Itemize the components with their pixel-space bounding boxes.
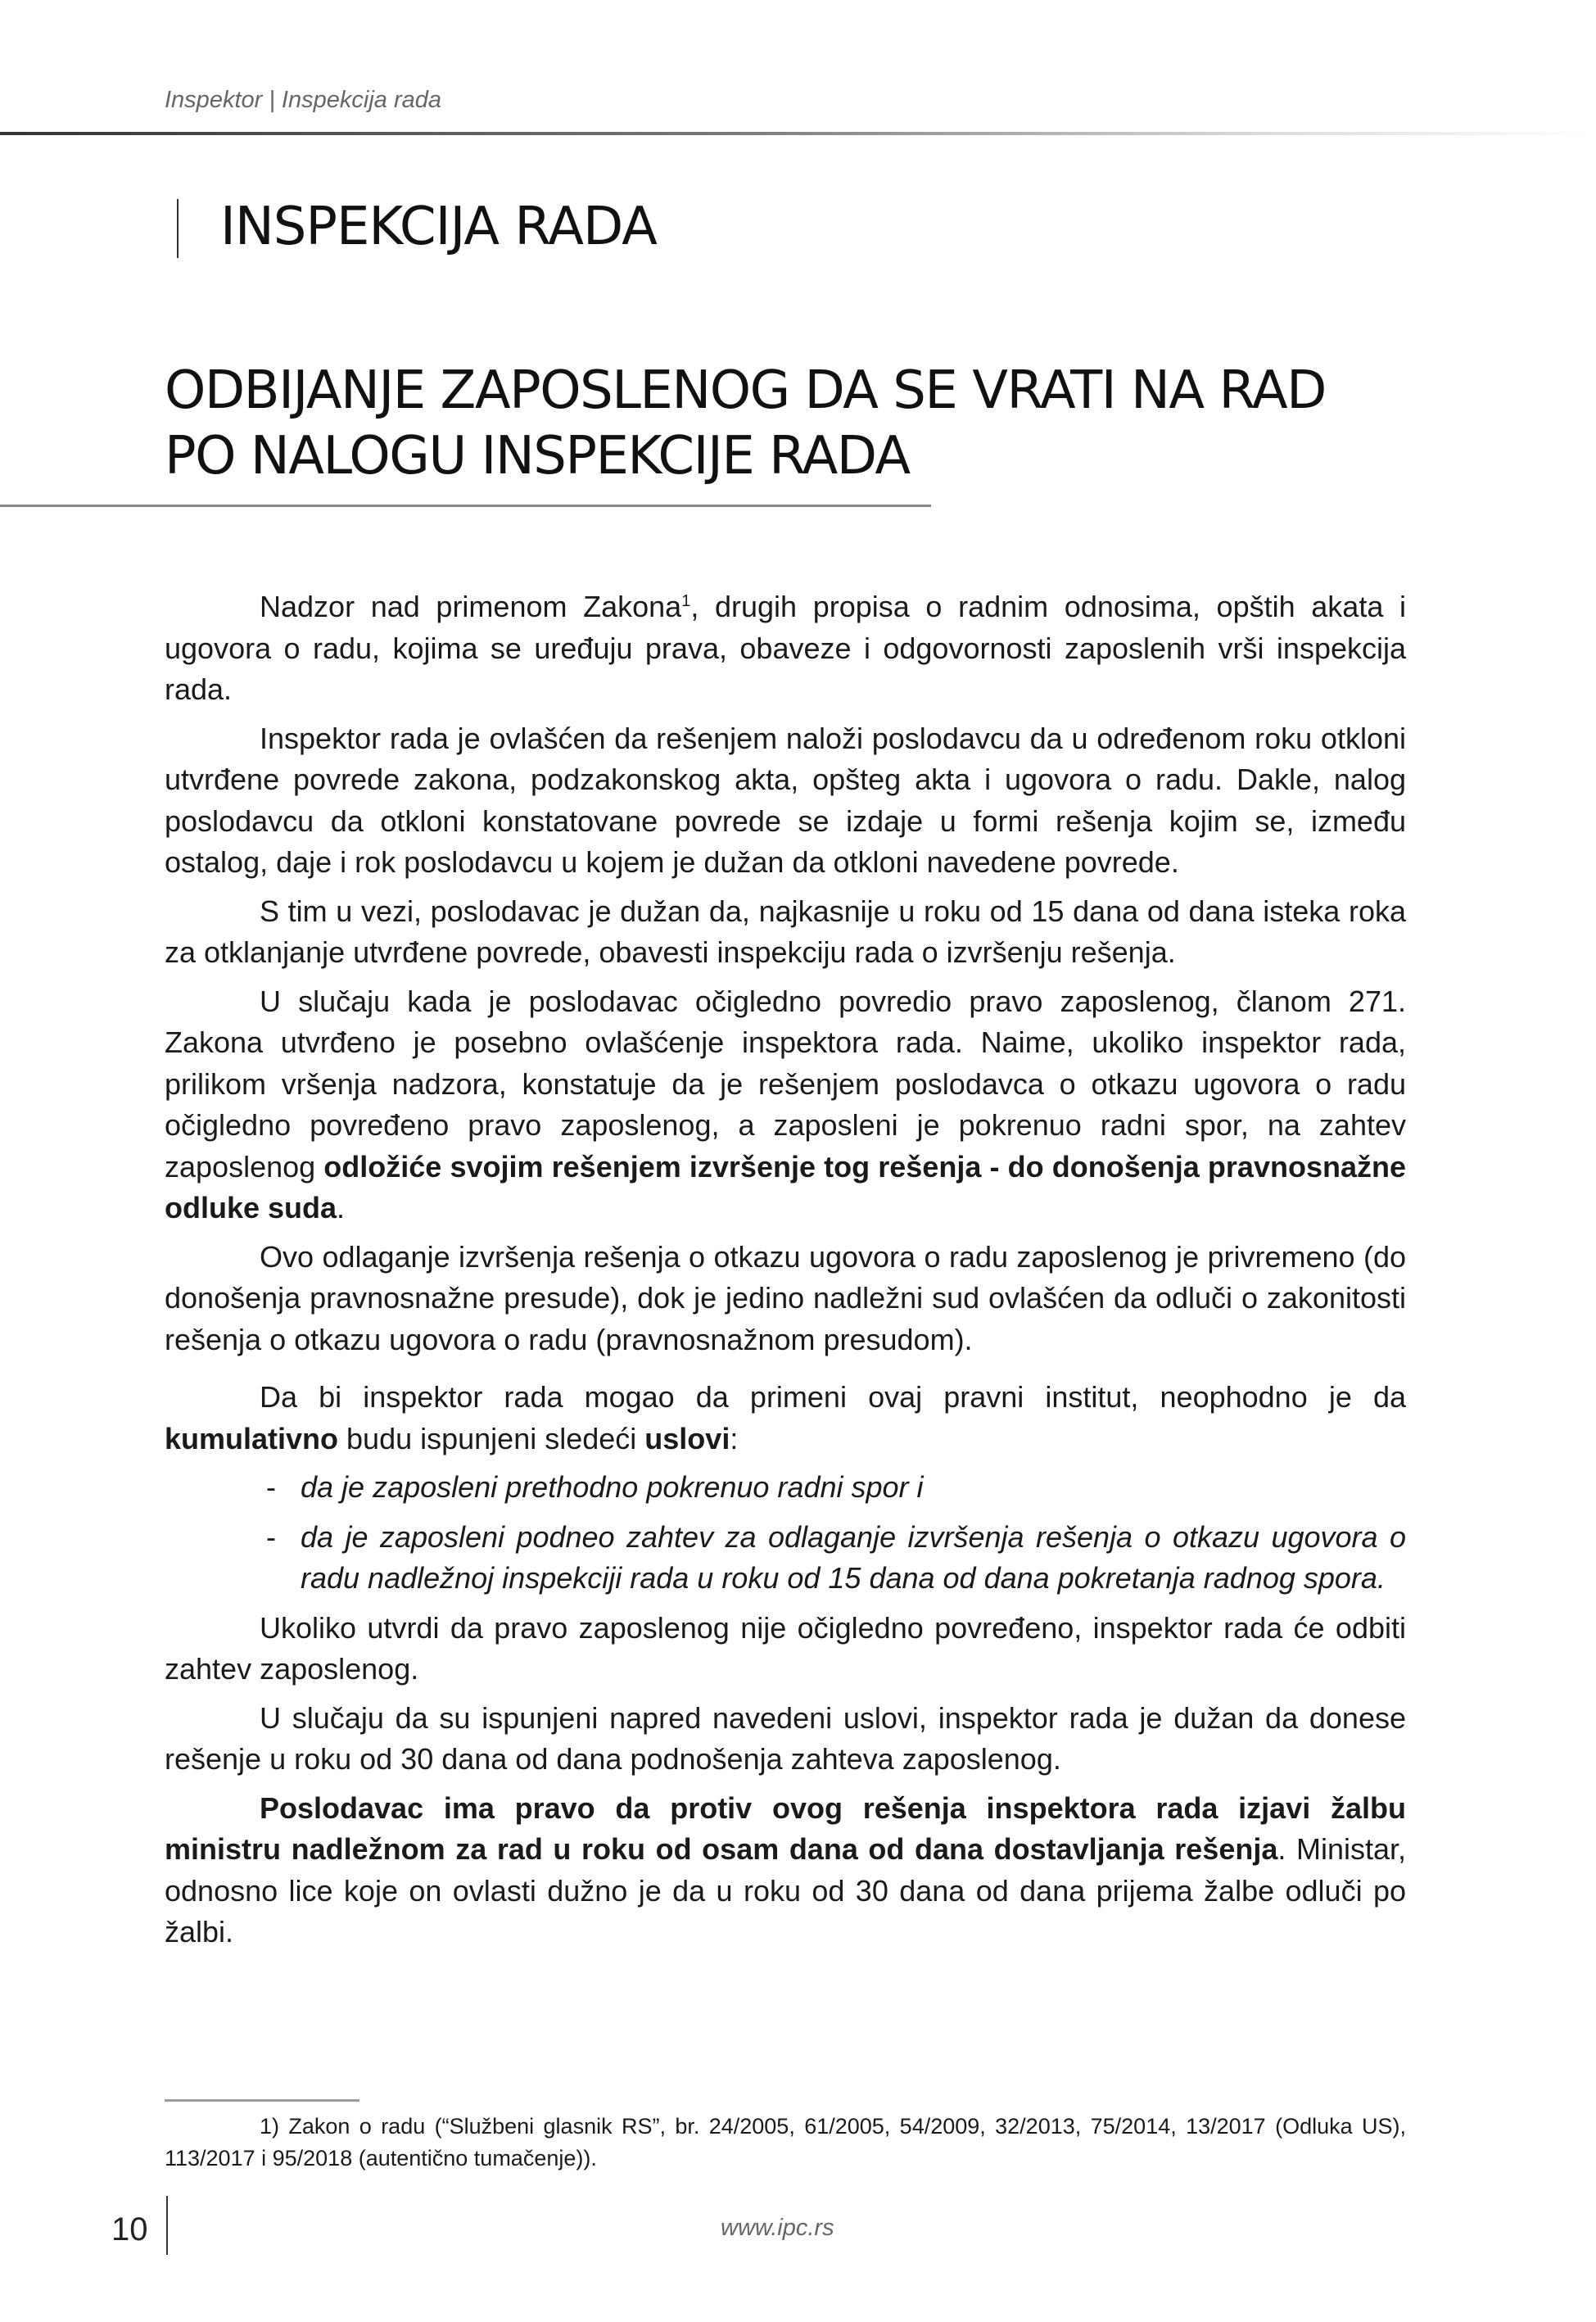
text: , drugih propisa o radnim odnosima, opštih akata i ugovora o radu, kojima se uređuju prava, obaveze i odgovornosti zaposlenih vrši inspekcija rada. [165,590,1406,706]
footnote-ref[interactable]: 1 [681,592,691,610]
bold-text: odložiće svojim rešenjem izvršenje tog rešenja - do donošenja pravnosnažne odluke suda [165,1149,1406,1224]
list-item [165,1467,1406,1509]
header-divider [0,132,1596,135]
text: U slučaju kada je poslodavac očigledno povredio pravo zaposlenog, članom 271. Zakona utvrđeno je posebno ovlašćenje inspektora rada. Naime, ukoliko inspektor rada, prilikom vršenja nadzora, konstatuje da je rešenjem poslodavca o otkazu ugovora o radu očigledno povređeno pravo zaposlenog, a zaposleni je pokrenuo radni spor, na zahtev zaposlenog [165,984,1406,1184]
bold-text: kumulativno [165,1421,339,1455]
paragraph: Ovo odlaganje izvršenja rešenja o otkazu ugovora o radu zaposlenog je privremeno (do donošenja pravnosnažne presude), dok je jedino nadležni sud ovlašćen da odluči o zakonitosti rešenja o otkazu ugovora o radu (pravnosnažnom presudom). [165,1239,1406,1356]
paragraph: U slučaju da su ispunjeni napred navedeni uslovi, inspektor rada je dužan da donese rešenje u roku od 30 dana od dana podnošenja zahteva zaposlenog. [165,1700,1406,1776]
paragraph [165,586,1406,711]
paragraph: Inspektor rada je ovlašćen da rešenjem naloži poslodavcu da u određenom roku otkloni utvrđene povrede zakona, podzakonskog akta, opšteg akta i ugovora o radu. Dakle, nalog poslodavcu da otkloni konstatovane povrede se izdaje u formi rešenja kojim se, između ostalog, daje i rok poslodavcu u kojem je dužan da otkloni navedene povrede. [165,721,1406,879]
text: . Ministar, odnosno lice koje on ovlasti dužno je da u roku od 30 dana od dana prijema žalbe odluči po žalbi. [165,1832,1406,1949]
list-item [165,1517,1406,1600]
page-number: 10 [111,2211,148,2247]
footer-bar [166,2196,168,2255]
text: Nadzor nad primenom Zakona [260,590,682,623]
dash-marker: - [266,1519,276,1554]
text: budu ispunjeni sledeći [338,1421,645,1455]
paragraph: S tim u vezi, poslodavac je dužan da, najkasnije u roku od 15 dana od dana isteka roka za otklanjanje utvrđene povrede, obavesti inspekciju rada o izvršenju rešenja. [165,894,1406,969]
bold-text: Poslodavac ima pravo da protiv ovog rešenja inspektora rada izjavi žalbu ministru nadležnom za rad u roku od osam dana od dana dostavljanja rešenja [165,1790,1406,1866]
section-title-text: INSPEKCIJA RADA [220,197,657,257]
conditions-list [165,1467,1406,1600]
article-title-line: ODBIJANJE ZAPOSLENOG DA SE VRATI NA RAD [165,360,1326,421]
list-item-text: da je zaposleni podneo zahtev za odlaganje izvršenja rešenja o otkazu ugovora o radu nadležnoj inspekciji rada u roku od 15 dana od dana pokretanja radnog spora. [301,1519,1406,1595]
article-body [165,586,1406,1961]
footnote-divider [165,2099,359,2102]
section-title [174,197,657,257]
article-title-line: PO NALOGU INSPEKCIJE RADA [165,426,910,487]
dash-marker: - [266,1470,276,1504]
title-divider [0,505,931,507]
list-item-text: da je zaposleni prethodno pokrenuo radni spor i [301,1470,924,1504]
text: . [337,1191,346,1224]
paragraph [165,981,1406,1229]
text: : [730,1421,739,1455]
paragraph [165,1788,1406,1953]
text: Da bi inspektor rada mogao da primeni ovaj pravni institut, neophodno je da [260,1380,1406,1414]
bold-text: uslovi [644,1421,730,1455]
running-head: Inspektor | Inspekcija rada [165,87,441,113]
footnote: 1) Zakon o radu (“Službeni glasnik RS”, br. 24/2005, 61/2005, 54/2009, 32/2013, 75/2014, 13/2017 (Odluka US), 113/2017 i 95/2018 (autentično tumačenje)). [165,2114,1406,2170]
website-link[interactable]: www.ipc.rs [721,2215,834,2241]
paragraph [165,1377,1406,1460]
paragraph: Ukoliko utvrdi da pravo zaposlenog nije očigledno povređeno, inspektor rada će odbiti zahtev zaposlenog. [165,1610,1406,1686]
article-title [165,358,1393,489]
